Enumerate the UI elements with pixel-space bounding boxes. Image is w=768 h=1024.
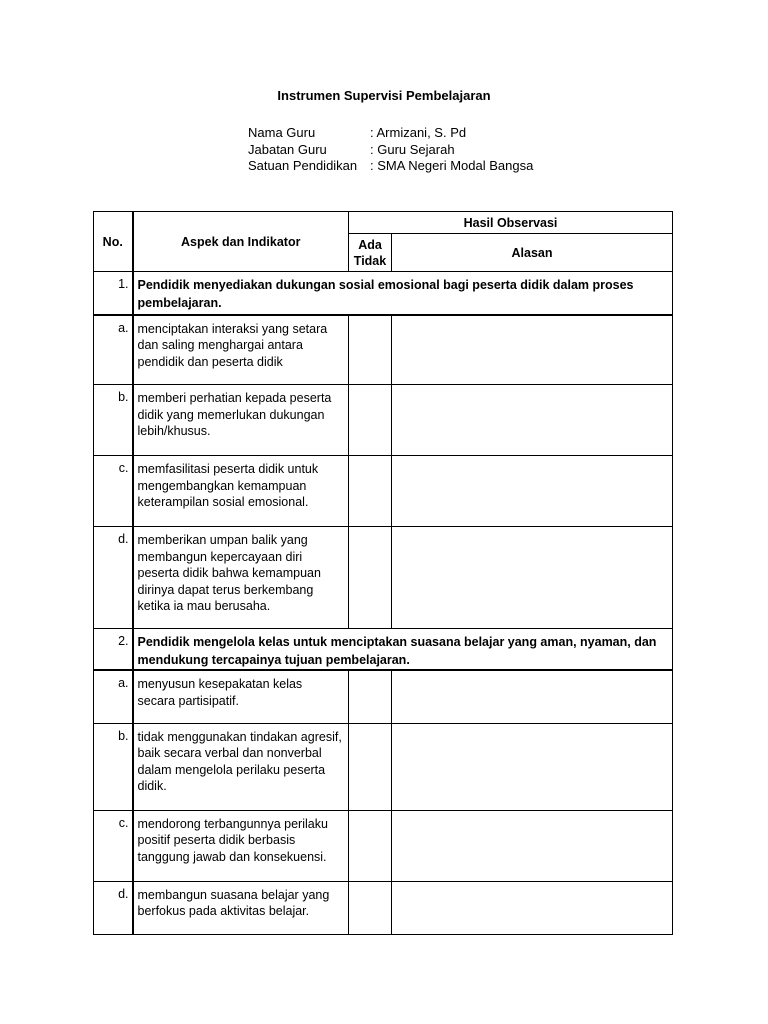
table-row <box>94 527 673 629</box>
item-letter: a. <box>94 670 133 723</box>
ada-tidak-cell[interactable] <box>349 723 392 810</box>
ada-tidak-cell[interactable] <box>349 670 392 723</box>
info-label: Nama Guru <box>248 125 316 140</box>
info-value: : SMA Negeri Modal Bangsa <box>370 158 534 173</box>
table-row <box>94 670 673 723</box>
observation-table <box>93 211 673 935</box>
ada-tidak-cell[interactable] <box>349 456 392 527</box>
ada-tidak-cell[interactable] <box>349 810 392 881</box>
header-ada-tidak <box>349 234 392 272</box>
section-title: Pendidik menyediakan dukungan sosial emosional bagi peserta didik dalam proses pembelajaran. <box>133 272 673 315</box>
info-value: : Guru Sejarah <box>370 141 455 157</box>
ada-tidak-cell[interactable] <box>349 527 392 629</box>
table-row <box>94 810 673 881</box>
section-title: Pendidik mengelola kelas untuk menciptakan suasana belajar yang aman, nyaman, dan mendukung tercapainya tujuan pembelajaran. <box>133 629 673 671</box>
item-letter: d. <box>94 881 133 934</box>
item-letter: c. <box>94 456 133 527</box>
header-ada: Ada <box>358 237 382 252</box>
alasan-cell[interactable] <box>392 810 673 881</box>
alasan-cell[interactable] <box>392 527 673 629</box>
item-indicator: menciptakan interaksi yang setara dan saling menghargai antara pendidik dan peserta didik <box>133 315 349 385</box>
item-letter: a. <box>94 315 133 385</box>
table-row <box>94 723 673 810</box>
section-row <box>94 629 673 671</box>
alasan-cell[interactable] <box>392 723 673 810</box>
document-title: Instrumen Supervisi Pembelajaran <box>277 88 491 103</box>
header-alasan: Alasan <box>392 234 673 272</box>
item-letter: b. <box>94 723 133 810</box>
info-row-jabatan-guru <box>248 142 533 159</box>
alasan-cell[interactable] <box>392 670 673 723</box>
table-row <box>94 385 673 456</box>
info-row-satuan-pendidikan <box>248 158 533 175</box>
alasan-cell[interactable] <box>392 385 673 456</box>
header-hasil-observasi: Hasil Observasi <box>349 212 673 234</box>
section-number: 2. <box>94 629 133 671</box>
alasan-cell[interactable] <box>392 456 673 527</box>
info-label: Jabatan Guru <box>248 141 327 157</box>
header-aspek: Aspek dan Indikator <box>133 212 349 272</box>
item-letter: c. <box>94 810 133 881</box>
section-number: 1. <box>94 272 133 315</box>
ada-tidak-cell[interactable] <box>349 385 392 456</box>
item-letter: b. <box>94 385 133 456</box>
item-letter: d. <box>94 527 133 629</box>
header-no: No. <box>94 212 133 272</box>
info-row-nama-guru <box>248 125 533 142</box>
item-indicator: membangun suasana belajar yang berfokus pada aktivitas belajar. <box>133 881 349 934</box>
item-indicator: mendorong terbangunnya perilaku positif peserta didik berbasis tanggung jawab dan konsekuensi. <box>133 810 349 881</box>
item-indicator: memberikan umpan balik yang membangun kepercayaan diri peserta didik bahwa kemampuan dirinya dapat terus berkembang ketika ia mau berusaha. <box>133 527 349 629</box>
ada-tidak-cell[interactable] <box>349 881 392 934</box>
info-label: Satuan Pendidikan <box>248 158 358 173</box>
header-tidak: Tidak <box>353 253 387 268</box>
alasan-cell[interactable] <box>392 315 673 385</box>
item-indicator: tidak menggunakan tindakan agresif, baik secara verbal dan nonverbal dalam mengelola perilaku peserta didik. <box>133 723 349 810</box>
ada-tidak-cell[interactable] <box>349 315 392 385</box>
item-indicator: memberi perhatian kepada peserta didik yang memerlukan dukungan lebih/khusus. <box>133 385 349 456</box>
table-row <box>94 881 673 934</box>
table-row <box>94 315 673 385</box>
item-indicator: menyusun kesepakatan kelas secara partisipatif. <box>133 670 349 723</box>
section-row <box>94 272 673 315</box>
info-value: : Armizani, S. Pd <box>370 125 467 140</box>
teacher-info <box>248 125 533 175</box>
item-indicator: memfasilitasi peserta didik untuk mengembangkan kemampuan keterampilan sosial emosional. <box>133 456 349 527</box>
table-row <box>94 456 673 527</box>
alasan-cell[interactable] <box>392 881 673 934</box>
